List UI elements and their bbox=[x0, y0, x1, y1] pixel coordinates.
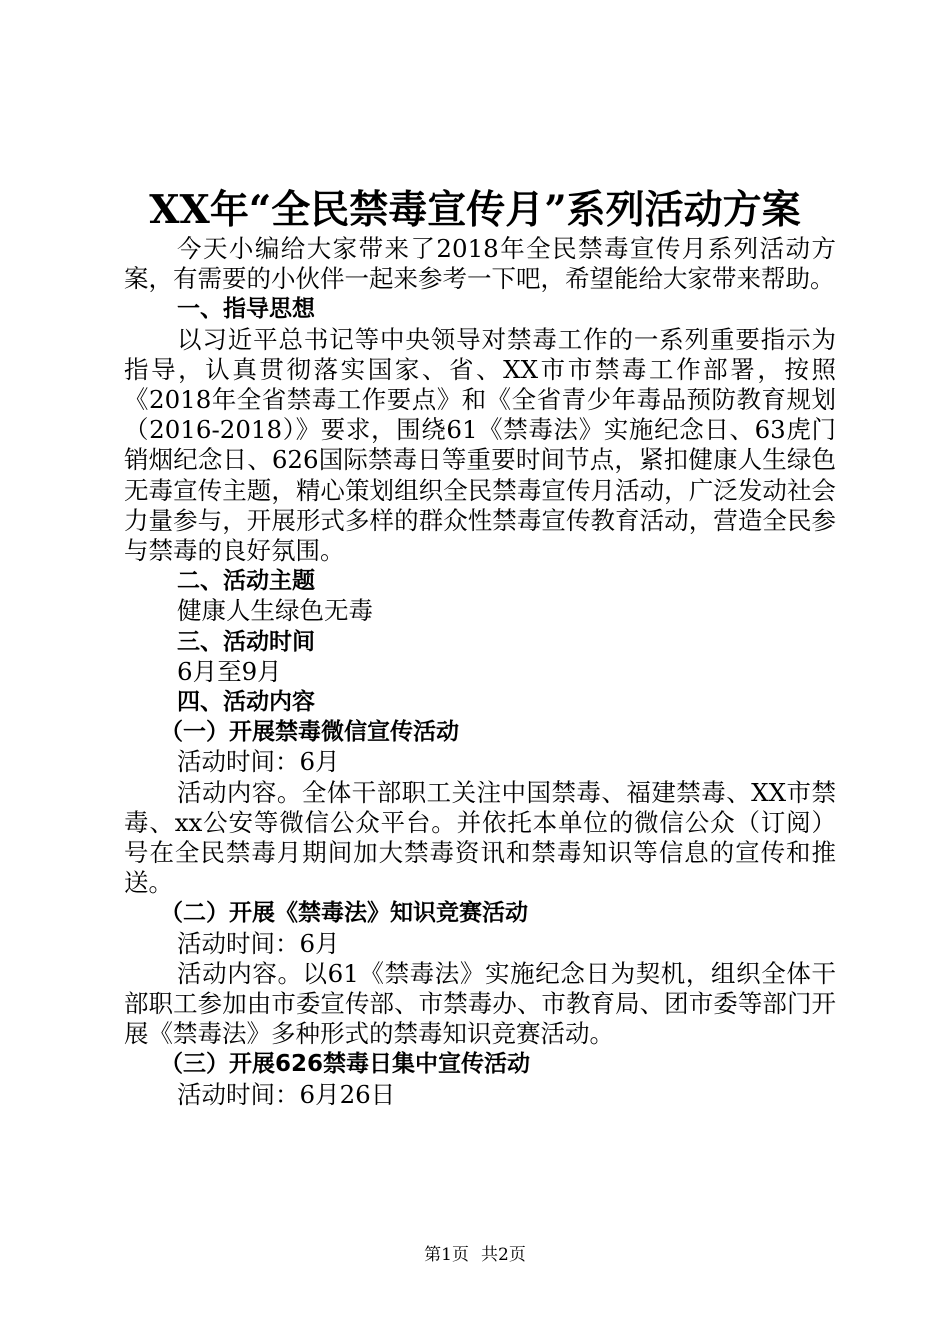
activity-time-wechat: 活动时间：6月 bbox=[177, 747, 340, 777]
section-heading-content: 四、活动内容 bbox=[177, 689, 315, 716]
page-number-total: 共2页 bbox=[481, 1245, 526, 1265]
section-text-guiding-ideology: 以习近平总书记等中央领导对禁毒工作的一系列重要指示为指导，认真贯彻落实国家、省、XX市市禁毒工作部署，按照《2018年全省禁毒工作要点》和《全省青少年毒品预防教育规划（2016-2018）》要求，围绕61《禁毒法》实施纪念日、63虎门销烟纪念日、626国际禁毒日等重要时间节点，紧扣健康人生绿色无毒宣传主题，精心策划组织全民禁毒宣传月活动，广泛发动社会力量参与，开展形式多样的群众性禁毒宣传教育活动，营造全民参与禁毒的良好氛围。 bbox=[124, 324, 836, 566]
activity-heading-quiz: （二）开展《禁毒法》知识竞赛活动 bbox=[160, 900, 528, 927]
page-footer bbox=[0, 1245, 950, 1265]
section-text-time: 6月至9月 bbox=[177, 656, 282, 686]
activity-time-626: 活动时间：6月26日 bbox=[177, 1079, 396, 1109]
activity-heading-626: （三）开展626禁毒日集中宣传活动 bbox=[160, 1051, 531, 1078]
intro-paragraph: 今天小编给大家带来了2018年全民禁毒宣传月系列活动方案，有需要的小伙伴一起来参考一下吧，希望能给大家带来帮助。 bbox=[124, 234, 836, 294]
activity-content-quiz: 活动内容。以61《禁毒法》实施纪念日为契机，组织全体干部职工参加由市委宣传部、市禁毒办、市教育局、团市委等部门开展《禁毒法》多种形式的禁毒知识竞赛活动。 bbox=[124, 958, 836, 1049]
activity-heading-wechat: （一）开展禁毒微信宣传活动 bbox=[160, 719, 459, 746]
section-text-theme: 健康人生绿色无毒 bbox=[177, 596, 373, 626]
activity-content-wechat: 活动内容。全体干部职工关注中国禁毒、福建禁毒、XX市禁毒、xx公安等微信公众平台。并依托本单位的微信公众（订阅）号在全民禁毒月期间加大禁毒资讯和禁毒知识等信息的宣传和推送。 bbox=[124, 777, 836, 898]
activity-time-quiz: 活动时间：6月 bbox=[177, 928, 340, 958]
page-number-current: 第1页 bbox=[424, 1245, 469, 1265]
document-body bbox=[124, 234, 836, 1110]
section-heading-theme: 二、活动主题 bbox=[177, 568, 315, 595]
section-heading-guiding-ideology: 一、指导思想 bbox=[177, 296, 315, 323]
document-title: XX年“全民禁毒宣传月”系列活动方案 bbox=[149, 187, 801, 233]
section-heading-time: 三、活动时间 bbox=[177, 628, 315, 655]
